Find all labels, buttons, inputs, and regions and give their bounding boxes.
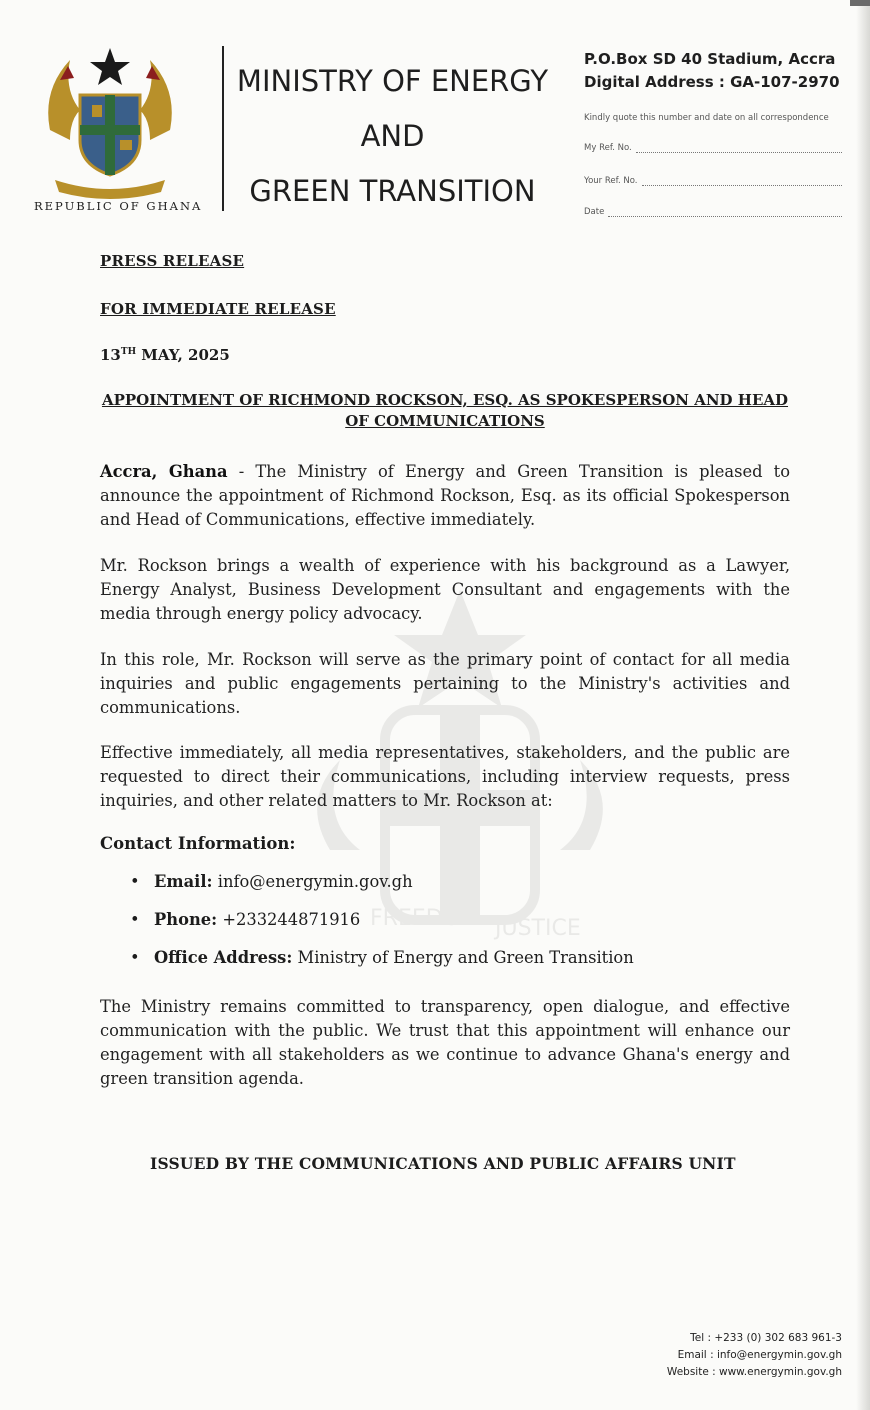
watermark-word-2: JUSTICE bbox=[495, 916, 581, 941]
footer-website[interactable]: Website : www.energymin.gov.gh bbox=[666, 1366, 842, 1378]
ministry-line-3: GREEN TRANSITION bbox=[249, 174, 536, 208]
my-ref-label: My Ref. No. bbox=[584, 143, 632, 153]
ghana-coat-of-arms-logo bbox=[40, 40, 180, 200]
bullet-icon: • bbox=[130, 872, 140, 891]
date-field-label: Date bbox=[584, 207, 605, 217]
postal-address-block bbox=[584, 50, 840, 91]
office-value: Ministry of Energy and Green Transition bbox=[292, 948, 634, 967]
watermark-word-1: FREEDOM bbox=[370, 906, 479, 931]
footer-contact bbox=[667, 1330, 842, 1381]
date-row bbox=[584, 207, 842, 217]
email-value[interactable]: info@energymin.gov.gh bbox=[212, 872, 413, 891]
paragraph-1 bbox=[100, 460, 790, 532]
office-label: Office Address: bbox=[154, 948, 293, 967]
paragraph-2: Mr. Rockson brings a wealth of experience with his background as a Lawyer, Energy Analyst, Business Development Consultant and engagements with the media through energy policy advocacy. bbox=[100, 556, 790, 623]
footer-email[interactable]: Email : info@energymin.gov.gh bbox=[677, 1349, 842, 1361]
contact-office-item bbox=[130, 946, 634, 984]
your-ref-label: Your Ref. No. bbox=[584, 176, 638, 186]
date-day: 13 bbox=[100, 346, 121, 364]
my-ref-line bbox=[636, 144, 842, 153]
dateline: Accra, Ghana bbox=[100, 462, 228, 481]
paragraph-4: Effective immediately, all media representatives, stakeholders, and the public are requested to direct their communications, including interview requests, press inquiries, and other related matters to Mr. Rockson at: bbox=[100, 743, 790, 810]
your-ref-row bbox=[584, 176, 842, 186]
issued-by: ISSUED BY THE COMMUNICATIONS AND PUBLIC AFFAIRS UNIT bbox=[150, 1154, 736, 1173]
quote-note: Kindly quote this number and date on all correspondence bbox=[584, 113, 829, 123]
email-label: Email: bbox=[154, 872, 213, 891]
immediate-release-heading: FOR IMMEDIATE RELEASE bbox=[100, 300, 336, 318]
press-release-heading: PRESS RELEASE bbox=[100, 252, 245, 270]
digital-address: Digital Address : GA-107-2970 bbox=[584, 73, 840, 91]
republic-of-ghana-label: REPUBLIC OF GHANA bbox=[34, 199, 203, 213]
contact-list bbox=[130, 870, 634, 984]
paragraph-5: The Ministry remains committed to transparency, open dialogue, and effective communication with the public. We trust that this appointment will enhance our engagement with all stakeholders as we continue to advance Ghana's energy and green transition agenda. bbox=[100, 997, 790, 1088]
paragraph-1-text: - The Ministry of Energy and Green Transition is pleased to announce the appointment of Richmond Rockson, Esq. as its official Spokesperson and Head of Communications, effective immediately. bbox=[100, 462, 791, 529]
bullet-icon: • bbox=[130, 910, 140, 929]
page-edge-mark bbox=[850, 0, 870, 6]
release-title: APPOINTMENT OF RICHMOND ROCKSON, ESQ. AS SPOKESPERSON AND HEAD OF COMMUNICATIONS bbox=[101, 391, 789, 430]
contact-email-item bbox=[130, 870, 634, 908]
phone-label: Phone: bbox=[154, 910, 218, 929]
bullet-icon: • bbox=[130, 948, 140, 967]
my-ref-row bbox=[584, 143, 842, 153]
date-suffix: TH bbox=[120, 347, 137, 357]
phone-value[interactable]: +233244871916 bbox=[217, 910, 361, 929]
ministry-name bbox=[225, 54, 560, 219]
release-date bbox=[100, 346, 230, 364]
contact-phone-item bbox=[130, 908, 634, 946]
date-line bbox=[608, 208, 842, 217]
your-ref-line bbox=[642, 177, 843, 186]
ministry-line-1: MINISTRY OF ENERGY bbox=[236, 64, 549, 98]
ministry-line-2: AND bbox=[360, 119, 425, 153]
paragraph-3: In this role, Mr. Rockson will serve as the primary point of contact for all media inquiries and public engagements pertaining to the Ministry's activities and communications. bbox=[100, 650, 790, 717]
header-divider bbox=[222, 46, 224, 211]
page-edge-shadow bbox=[856, 0, 870, 1410]
date-rest: MAY, 2025 bbox=[136, 346, 230, 364]
po-box: P.O.Box SD 40 Stadium, Accra bbox=[584, 50, 836, 68]
contact-heading: Contact Information: bbox=[100, 834, 296, 853]
footer-tel: Tel : +233 (0) 302 683 961-3 bbox=[690, 1332, 842, 1344]
